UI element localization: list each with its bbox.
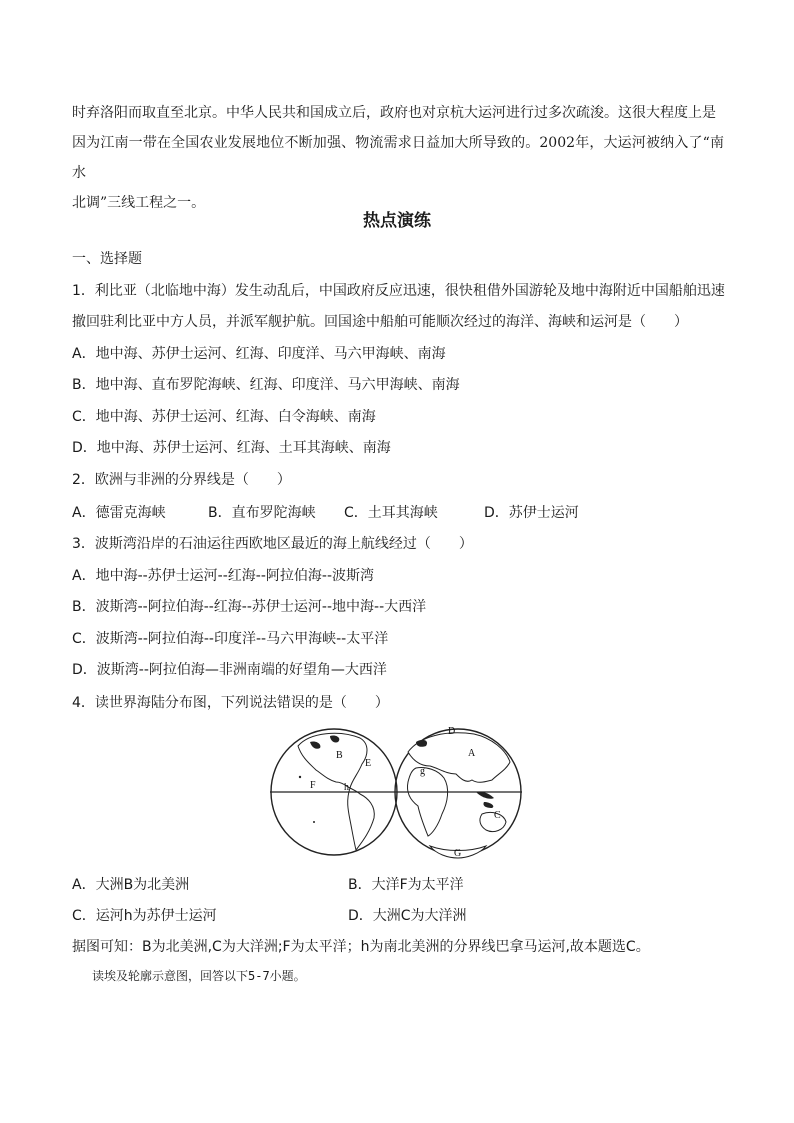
q3-option-b: B．波斯湾--阿拉伯海--红海--苏伊士运河--地中海--大西洋 <box>72 599 427 615</box>
q2-option-c: C．土耳其海峡 <box>344 505 438 521</box>
intro-line: 因为江南一带在全国农业发展地位不断加强、物流需求日益加大所导致的。2002年，大运河被纳入了“南水 <box>72 135 724 181</box>
q1-option-c: C．地中海、苏伊士运河、红海、白令海峡、南海 <box>72 409 376 425</box>
q3-option-c: C．波斯湾--阿拉伯海--印度洋--马六甲海峡--太平洋 <box>72 631 389 647</box>
map-label-c: C <box>494 810 501 821</box>
q2-option-d: D．苏伊士运河 <box>484 505 579 521</box>
eastern-hemisphere <box>395 729 521 858</box>
q4-option-a: A．大洲B为北美洲 <box>72 877 190 893</box>
q1-option-a: A．地中海、苏伊士运河、红海、印度洋、马六甲海峡、南海 <box>72 346 446 362</box>
intro-line: 北调”三线工程之一。 <box>72 195 206 211</box>
q4-explanation: 据图可知：B为北美洲,C为大洋洲;F为太平洋；h为南北美洲的分界线巴拿马运河,故本题选C。 <box>72 939 650 955</box>
question-1-stem: 1．利比亚（北临地中海）发生动乱后，中国政府反应迅速，很快租借外国游轮及地中海附近中国船舶迅速 <box>72 283 725 299</box>
q1-option-b: B．地中海、直布罗陀海峡、红海、印度洋、马六甲海峡、南海 <box>72 377 460 393</box>
q2-option-a: A．德雷克海峡 <box>72 505 166 521</box>
q3-option-d: D．波斯湾--阿拉伯海—非洲南端的好望角—大西洋 <box>72 662 387 678</box>
world-map-figure <box>270 722 522 862</box>
question-1-stem-cont: 撤回驻利比亚中方人员，并派军舰护航。回国途中船舶可能顺次经过的海洋、海峡和运河是（ ） <box>72 314 688 330</box>
map-label-h: h <box>344 782 349 793</box>
map-label-g-upper: G <box>454 848 462 859</box>
map-label-e: E <box>365 758 372 769</box>
map-label-b: B <box>336 750 343 761</box>
question-4-stem: 4．读世界海陆分布图，下列说法错误的是（ ） <box>72 695 389 711</box>
map-label-g: g <box>420 766 425 777</box>
q3-option-a: A．地中海--苏伊士运河--红海--阿拉伯海--波斯湾 <box>72 568 374 584</box>
q1-option-d: D．地中海、苏伊士运河、红海、土耳其海峡、南海 <box>72 440 391 456</box>
section-title: 热点演练 <box>363 211 431 231</box>
map-label-a: A <box>468 748 476 759</box>
q4-option-b: B．大洋F为太平洋 <box>348 877 464 893</box>
q4-option-c: C．运河h为苏伊士运河 <box>72 908 217 924</box>
map-label-f: F <box>310 780 316 791</box>
intro-paragraph <box>72 98 724 218</box>
question-3-stem: 3．波斯湾沿岸的石油运往西欧地区最近的海上航线经过（ ） <box>72 536 473 552</box>
intro-line: 时弃洛阳而取直至北京。中华人民共和国成立后，政府也对京杭大运河进行过多次疏浚。这很大程度上是 <box>72 105 716 121</box>
section-heading: 一、选择题 <box>72 251 142 267</box>
map-label-d: D <box>448 726 456 737</box>
q2-option-b: B．直布罗陀海峡 <box>208 505 316 521</box>
question-2-stem: 2．欧洲与非洲的分界线是（ ） <box>72 472 291 488</box>
q4-option-d: D．大洲C为大洋洲 <box>348 908 467 924</box>
next-question-note: 读埃及轮廓示意图，回答以下5-7小题。 <box>92 969 306 983</box>
